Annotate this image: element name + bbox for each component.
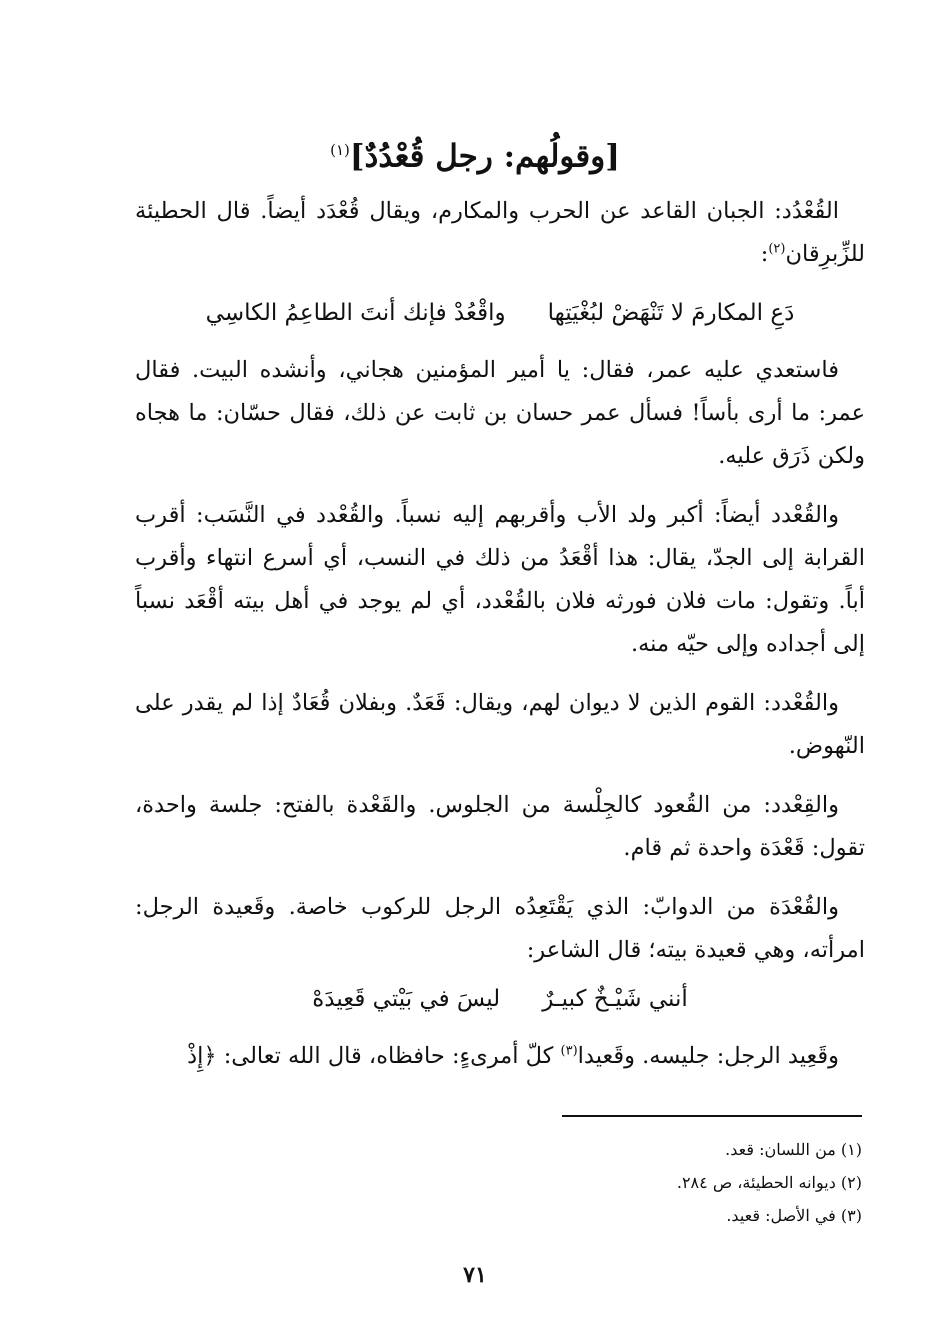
heading-title: [وقولُهم: رجل قُعْدُدٌ]	[349, 138, 620, 175]
footnote-3: (٣) في الأصل: قعيد.	[726, 1206, 862, 1225]
paragraph-2: فاستعدي عليه عمر، فقال: يا أمير المؤمنين هجاني، وأنشده البيت. فقال عمر: ما أرى بأساً! فسأل عمر حسان بن ثابت عن ذلك، فقال حسّان: ما هجاه ولكن ذَرَق عليه.	[135, 357, 865, 469]
footnote-2: (٢) ديوانه الحطيئة، ص ٢٨٤.	[676, 1173, 862, 1192]
paragraph-7	[135, 1035, 865, 1078]
footnote-1: (١) من اللسان: قعد.	[725, 1140, 862, 1159]
footnote-ref-2: (٢)	[768, 241, 786, 257]
verse-2-first-hemistich: أنني شَيْـخٌ كبيـرٌ	[542, 986, 688, 1012]
main-text	[135, 190, 865, 1094]
verse-2-second-hemistich: ليسَ في بَيْتي قَعِيدَهْ	[312, 986, 501, 1012]
page-number: ٧١	[463, 1262, 487, 1288]
paragraph-1-colon: :	[760, 241, 769, 267]
paragraph-6: والقُعْدَة من الدوابّ: الذي يَقْتَعِدُه الرجل للركوب خاصة. وقَعيدة الرجل: امرأته، وهي قعيدة بيته؛ قال الشاعر:	[135, 894, 865, 963]
paragraph-5: والقِعْدد: من القُعود كالجِلْسة من الجلوس. والقَعْدة بالفتح: جلسة واحدة، تقول: قَعْدَة واحدة ثم قام.	[135, 792, 865, 861]
verse-2	[135, 978, 865, 1021]
paragraph-7-text: وقَعِيد الرجل: جليسه. وقَعيدا	[577, 1043, 839, 1069]
paragraph-1	[135, 190, 865, 276]
footnotes	[162, 1133, 862, 1232]
verse-1-second-hemistich: واقْعُدْ فإنك أنتَ الطاعِمُ الكاسِي	[205, 300, 506, 326]
paragraph-4: والقُعْدد: القوم الذين لا ديوان لهم، ويقال: قَعَدٌ. وبفلان قُعَادٌ إذا لم يقدر على النّهوض.	[135, 690, 865, 759]
paragraph-7-continuation: كلّ أمرىءٍ: حافظاه، قال الله تعالى: ﴿إِذْ	[187, 1043, 561, 1069]
paragraph-1-text: القُعْدُد: الجبان القاعد عن الحرب والمكارم، ويقال قُعْدَد أيضاً. قال الحطيئة للزِّبرِقان	[135, 198, 865, 267]
section-heading	[0, 128, 950, 178]
verse-1	[135, 292, 865, 335]
footnote-divider	[562, 1115, 862, 1117]
verse-1-first-hemistich: دَعِ المكارمَ لا تَنْهَضْ لبُغْيَتِها	[547, 300, 795, 326]
paragraph-3: والقُعْدد أيضاً: أكبر ولد الأب وأقربهم إليه نسباً. والقُعْدد في النَّسَب: أقرب القرابة إلى الجدّ، يقال: هذا أقْعَدُ من ذلك في النسب، أي أسرع انتهاء وأقرب أباً. وتقول: مات فلان فورثه فلان بالقُعْدد، أي لم يوجد في أهل بيته أقْعَد نسباً إلى أجداده وإلى حيّه منه.	[135, 502, 865, 657]
heading-footnote-marker: (١)	[330, 141, 350, 159]
footnote-ref-3: (٣)	[560, 1043, 578, 1059]
